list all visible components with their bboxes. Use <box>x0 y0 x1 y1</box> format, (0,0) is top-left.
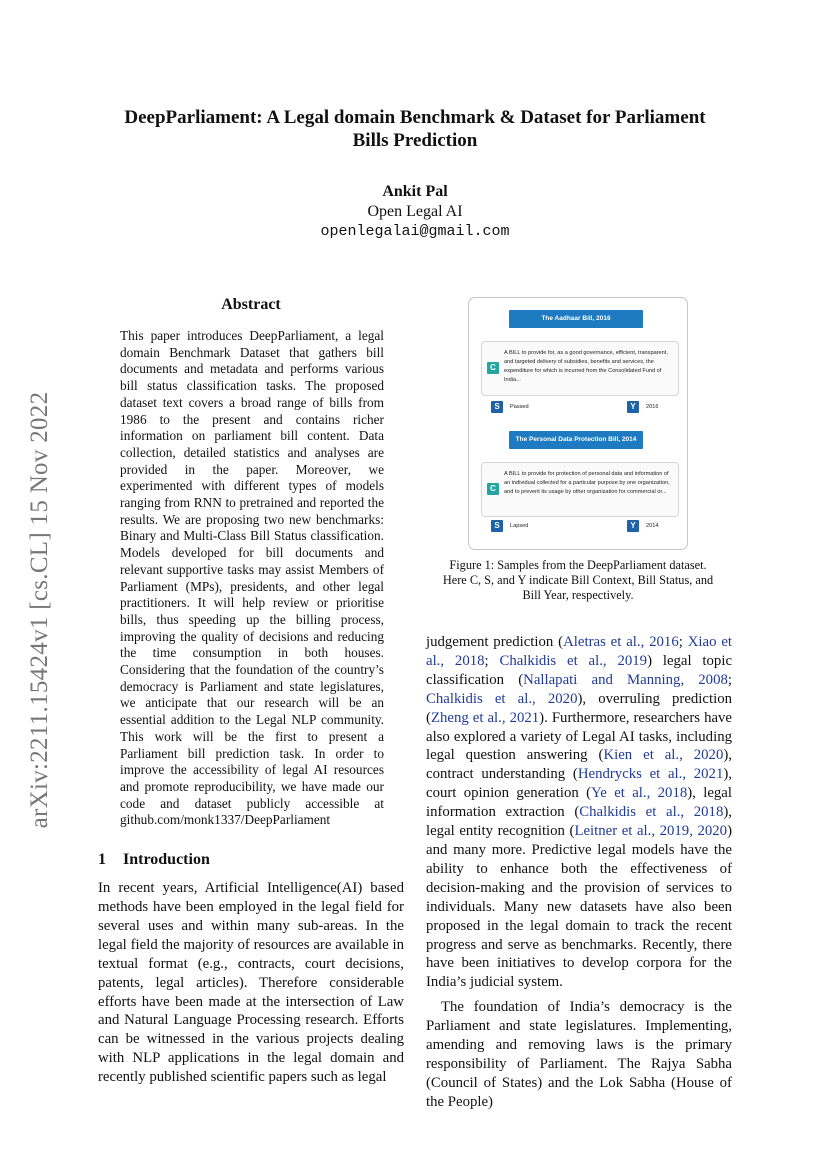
citation-link[interactable]: Hendrycks et al., 2021 <box>577 766 724 783</box>
bill-context-card-1 <box>481 341 679 396</box>
bill-title-1: The Aadhaar Bill, 2016 <box>509 310 643 328</box>
status-badge: S <box>491 401 503 413</box>
bill-status-1: Passed <box>510 404 529 410</box>
right-column <box>426 297 732 1112</box>
bill-status-2: Lapsed <box>510 523 529 529</box>
abstract-heading: Abstract <box>221 296 281 313</box>
paragraph-text: ), overruling prediction ( <box>426 690 733 726</box>
citation-link[interactable]: Chalkidis et al., 2020 <box>426 690 578 707</box>
paragraph-text: ; <box>678 634 688 650</box>
citation-link[interactable]: Aletras et al., 2016 <box>563 634 679 650</box>
paragraph-text: judgement prediction ( <box>426 634 564 650</box>
figure-caption: Figure 1: Samples from the DeepParliament dataset. Here C, S, and Y indicate Bill Context, Bill Status, and Bill Year, respectively. <box>442 558 714 602</box>
paragraph-text: ; <box>484 652 500 669</box>
citation-link[interactable]: Chalkidis et al., 2018 <box>579 804 724 821</box>
introduction-paragraph: In recent years, Artificial Intelligence(AI) based methods have been employed in the legal field for several uses and within many sub-areas. In the legal field the majority of resources are available in textual format (e.g., contracts, court decisions, patents, legal articles). Therefore considerable efforts have been made at the intersection of Law and Natural Language Processing research. Efforts can be witnessed in the various projects dealing with NLP applications in the legal domain and recently published scientific papers such as legal <box>98 880 404 1086</box>
status-badge: S <box>491 520 503 532</box>
citation-link[interactable]: Zheng et al., 2021 <box>430 709 540 726</box>
left-column <box>98 296 404 1087</box>
paragraph-text: ; <box>727 671 732 688</box>
bill-context-1: A BILL to provide for, as a good governance, efficient, transparent, and targeted delivery of subsidies, benefits and services, the expenditure for which is incurred from the Consolidated Fund of India... <box>504 350 668 383</box>
parliament-paragraph: The foundation of India’s democracy is the Parliament and state legislatures. Implementing, amending and removing laws is the primary responsibility of Parliament. The Rajya Sabha (Council of States) and the Lok Sabha (House of the People) <box>426 999 732 1110</box>
author-block <box>90 182 740 242</box>
citation-link[interactable]: Leitner et al., 2019, 2020 <box>574 823 728 840</box>
related-work-paragraph <box>426 633 732 992</box>
context-badge: C <box>487 362 499 374</box>
author-affiliation: Open Legal AI <box>367 203 463 220</box>
paragraph-text: ), court opinion generation ( <box>426 766 732 802</box>
arxiv-identifier <box>20 360 60 860</box>
section-title: Introduction <box>123 851 210 869</box>
author-email: openlegalai@gmail.com <box>320 223 510 240</box>
citation-link[interactable]: Kien et al., 2020 <box>603 747 724 764</box>
context-badge: C <box>487 483 499 495</box>
bill-context-2: A BILL to provide for protection of personal data and information of an individual collected for a particular purpose by one organization, and to prevent its usage by other organization for commercial or... <box>504 471 670 495</box>
bill-title-2: The Personal Data Protection Bill, 2014 <box>509 431 643 449</box>
paper-title <box>90 106 740 152</box>
paragraph-text: ), legal information extraction ( <box>426 785 732 821</box>
paragraph-text: ) legal topic classification ( <box>426 652 733 688</box>
paragraph-text: ) and many more. Predictive legal models have the ability to enhance both the effectiveness of decision-making and the provision of services to individuals. Many new datasets have also been proposed in the legal domain to track the recent progress and serve as benchmarks. Recently, there have been initiatives to develop corpora for the India’s judicial system. <box>426 823 732 991</box>
bill-year-2: 2014 <box>646 523 659 529</box>
citation-link[interactable]: Xiao et al., 2018 <box>426 634 732 669</box>
abstract-text: This paper introduces DeepParliament, a legal domain Benchmark Dataset that gathers bill documents and metadata and performs various bill status classification tasks. The proposed dataset text covers a broad range of bills from 1986 to the present and contains richer information on parliament bill content. Data collection, detailed statistics and analyses are provided in the paper. Moreover, we experimented with different types of models ranging from RNN to pretrained and reported the results. We are proposing two new benchmarks: Binary and Multi-Class Bill Status classification. Models developed for bill documents and relevant supportive tasks may assist Members of Parliament (MPs), presidents, and other legal practitioners. It will help review or prioritise bills, thus speeding up the billing process, improving the quality of decisions and reducing the time consumption in both houses. Considering that the foundation of the country’s democracy is Parliament and state legislatures, we anticipate that our research will be an essential addition to the Legal NLP community. This work will be the first to present a Parliament bill prediction task. In order to improve the accessibility of legal AI resources and promote reproducibility, we have made our code and dataset publicly accessible at github.com/monk1337/DeepParliament <box>120 328 384 828</box>
author-name: Ankit Pal <box>382 183 448 200</box>
section-number: 1 <box>98 851 106 869</box>
citation-link[interactable]: Nallapati and Manning, 2008 <box>523 671 728 688</box>
year-badge: Y <box>627 401 639 413</box>
paragraph-text: ), legal entity recognition ( <box>426 804 732 840</box>
section-heading-introduction <box>98 851 404 869</box>
paragraph-text: ). Furthermore, researchers have also explored a variety of Legal AI tasks, including legal question answering ( <box>426 709 733 764</box>
paragraph-text: ), contract understanding ( <box>426 747 732 783</box>
paper-title-line-2: Bills Prediction <box>352 130 478 151</box>
citation-link[interactable]: Chalkidis et al., 2019 <box>499 652 648 669</box>
paper-title-line-1: DeepParliament: A Legal domain Benchmark & Dataset for Parliament <box>124 107 706 128</box>
bill-year-1: 2016 <box>646 404 659 410</box>
arxiv-identifier-text: arXiv:2211.15424v1 [cs.CL] 15 Nov 2022 <box>26 391 53 829</box>
citation-link[interactable]: Ye et al., 2018 <box>591 785 688 802</box>
figure-samples <box>468 297 688 550</box>
year-badge: Y <box>627 520 639 532</box>
bill-context-card-2 <box>481 462 679 517</box>
